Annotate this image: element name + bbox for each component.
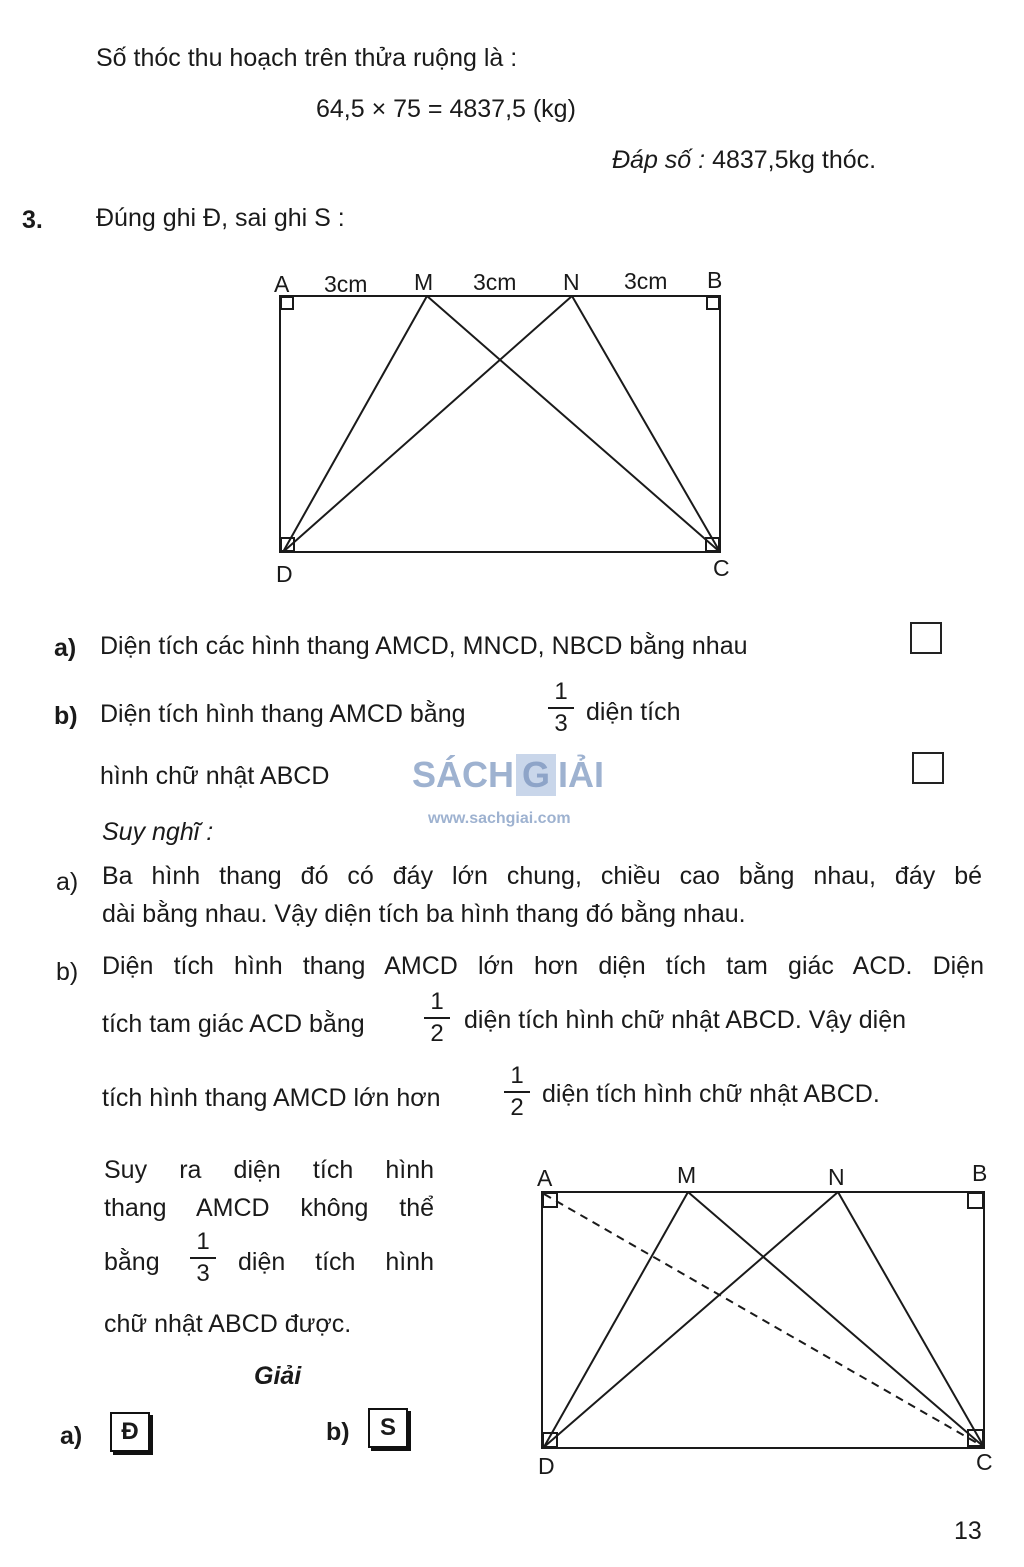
segment-nd-2: [544, 1192, 838, 1447]
fraction-denominator: 2: [430, 1020, 444, 1047]
segment-mc-2: [688, 1192, 984, 1447]
statement-a-label: a): [54, 634, 77, 662]
label-c-2: C: [976, 1449, 993, 1475]
statement-b-text-2: diện tích: [586, 698, 681, 726]
statement-a-text: Diện tích các hình thang AMCD, MNCD, NBCD bằng nhau: [100, 632, 748, 660]
solution-a-answer-box: Đ: [110, 1412, 150, 1452]
conclusion-line4: chữ nhật ABCD được.: [104, 1310, 352, 1338]
right-angle-a: [281, 297, 293, 309]
label-seg2: 3cm: [473, 269, 517, 295]
label-n-2: N: [828, 1164, 845, 1190]
label-c: C: [713, 555, 730, 581]
fraction-denominator: 3: [554, 710, 568, 737]
label-n: N: [563, 269, 580, 295]
label-d-2: D: [538, 1453, 555, 1479]
solution-b-answer-box: S: [368, 1408, 408, 1448]
think-b-line2b: diện tích hình chữ nhật ABCD. Vậy diện: [464, 1006, 907, 1034]
fraction-bar: [424, 1017, 450, 1019]
fraction-bar: [504, 1091, 530, 1093]
statement-b-fraction: [548, 680, 574, 736]
segment-nd: [283, 296, 572, 552]
solution-a-label: a): [60, 1422, 83, 1450]
harvest-calculation: 64,5 × 75 = 4837,5 (kg): [316, 95, 576, 123]
statement-b-label: b): [54, 702, 78, 730]
label-a: A: [274, 271, 290, 297]
page-number: 13: [954, 1517, 982, 1545]
statement-b-checkbox[interactable]: [912, 752, 944, 784]
answer-value: 4837,5kg thóc.: [712, 146, 877, 174]
think-a-line1: Ba hình thang đó có đáy lớn chung, chiều cao bằng nhau, đáy bé: [102, 862, 982, 890]
label-a-2: A: [537, 1165, 553, 1191]
segment-nc-2: [838, 1192, 984, 1447]
rectangle-figure-1: [0, 0, 1024, 600]
fraction-denominator: 3: [196, 1260, 210, 1287]
solution-b-label: b): [326, 1418, 350, 1446]
segment-mc: [427, 296, 720, 552]
think-b-line3a: tích hình thang AMCD lớn hơn: [102, 1084, 441, 1112]
watermark-brand-mid: G: [516, 754, 556, 796]
think-title: Suy nghĩ :: [102, 818, 214, 846]
watermark-logo: [412, 754, 604, 796]
think-b-line2a: tích tam giác ACD bằng: [102, 1010, 365, 1038]
fraction-bar: [548, 707, 574, 709]
statement-b-text: Diện tích hình thang AMCD bằng: [100, 700, 466, 728]
watermark-brand-right: IẢI: [558, 754, 605, 795]
think-b-line1: Diện tích hình thang AMCD lớn hơn diện tích tam giác ACD. Diện: [102, 952, 984, 980]
fraction-numerator: 1: [430, 988, 444, 1015]
statement-b-text-3: hình chữ nhật ABCD: [100, 762, 330, 790]
diagonal-ac-dashed: [544, 1194, 984, 1447]
statement-a-checkbox[interactable]: [910, 622, 942, 654]
harvest-sentence: Số thóc thu hoạch trên thửa ruộng là :: [96, 44, 518, 72]
exercise-instruction: Đúng ghi Đ, sai ghi S :: [96, 204, 345, 232]
segment-md-2: [544, 1192, 688, 1447]
segment-md: [283, 296, 427, 552]
think-a-line2: dài bằng nhau. Vậy diện tích ba hình thang đó bằng nhau.: [102, 900, 746, 928]
rect-abcd: [280, 296, 720, 552]
rectangle-figure-2: [0, 1140, 1024, 1500]
label-m: M: [414, 269, 434, 295]
fraction-numerator: 1: [554, 678, 568, 705]
think-b-label: b): [56, 958, 79, 986]
think-b-fraction-2: [504, 1064, 530, 1120]
label-b-2: B: [972, 1160, 988, 1186]
conclusion-line2: thang AMCD không thể: [104, 1194, 434, 1222]
fraction-denominator: 2: [510, 1094, 524, 1121]
fraction-numerator: 1: [510, 1062, 524, 1089]
watermark-url: www.sachgiai.com: [428, 810, 571, 827]
solution-title: Giải: [254, 1362, 302, 1390]
label-m-2: M: [677, 1162, 697, 1188]
label-b: B: [707, 267, 723, 293]
label-seg3: 3cm: [624, 268, 668, 294]
label-d: D: [276, 561, 293, 587]
conclusion-line3b: diện tích hình: [238, 1248, 434, 1276]
conclusion-line3a: bằng: [104, 1248, 160, 1276]
watermark-brand-left: SÁCH: [412, 754, 515, 795]
fraction-numerator: 1: [196, 1228, 210, 1255]
right-angle-b-2: [968, 1193, 983, 1208]
think-a-label: a): [56, 868, 79, 896]
think-b-line3b: diện tích hình chữ nhật ABCD.: [542, 1080, 880, 1108]
right-angle-b: [707, 297, 719, 309]
conclusion-line1: Suy ra diện tích hình: [104, 1156, 434, 1184]
exercise-number: 3.: [22, 206, 43, 234]
label-seg1: 3cm: [324, 271, 368, 297]
answer-label: Đáp số :: [612, 146, 706, 174]
segment-nc: [572, 296, 720, 552]
think-b-fraction-1: [424, 990, 450, 1046]
